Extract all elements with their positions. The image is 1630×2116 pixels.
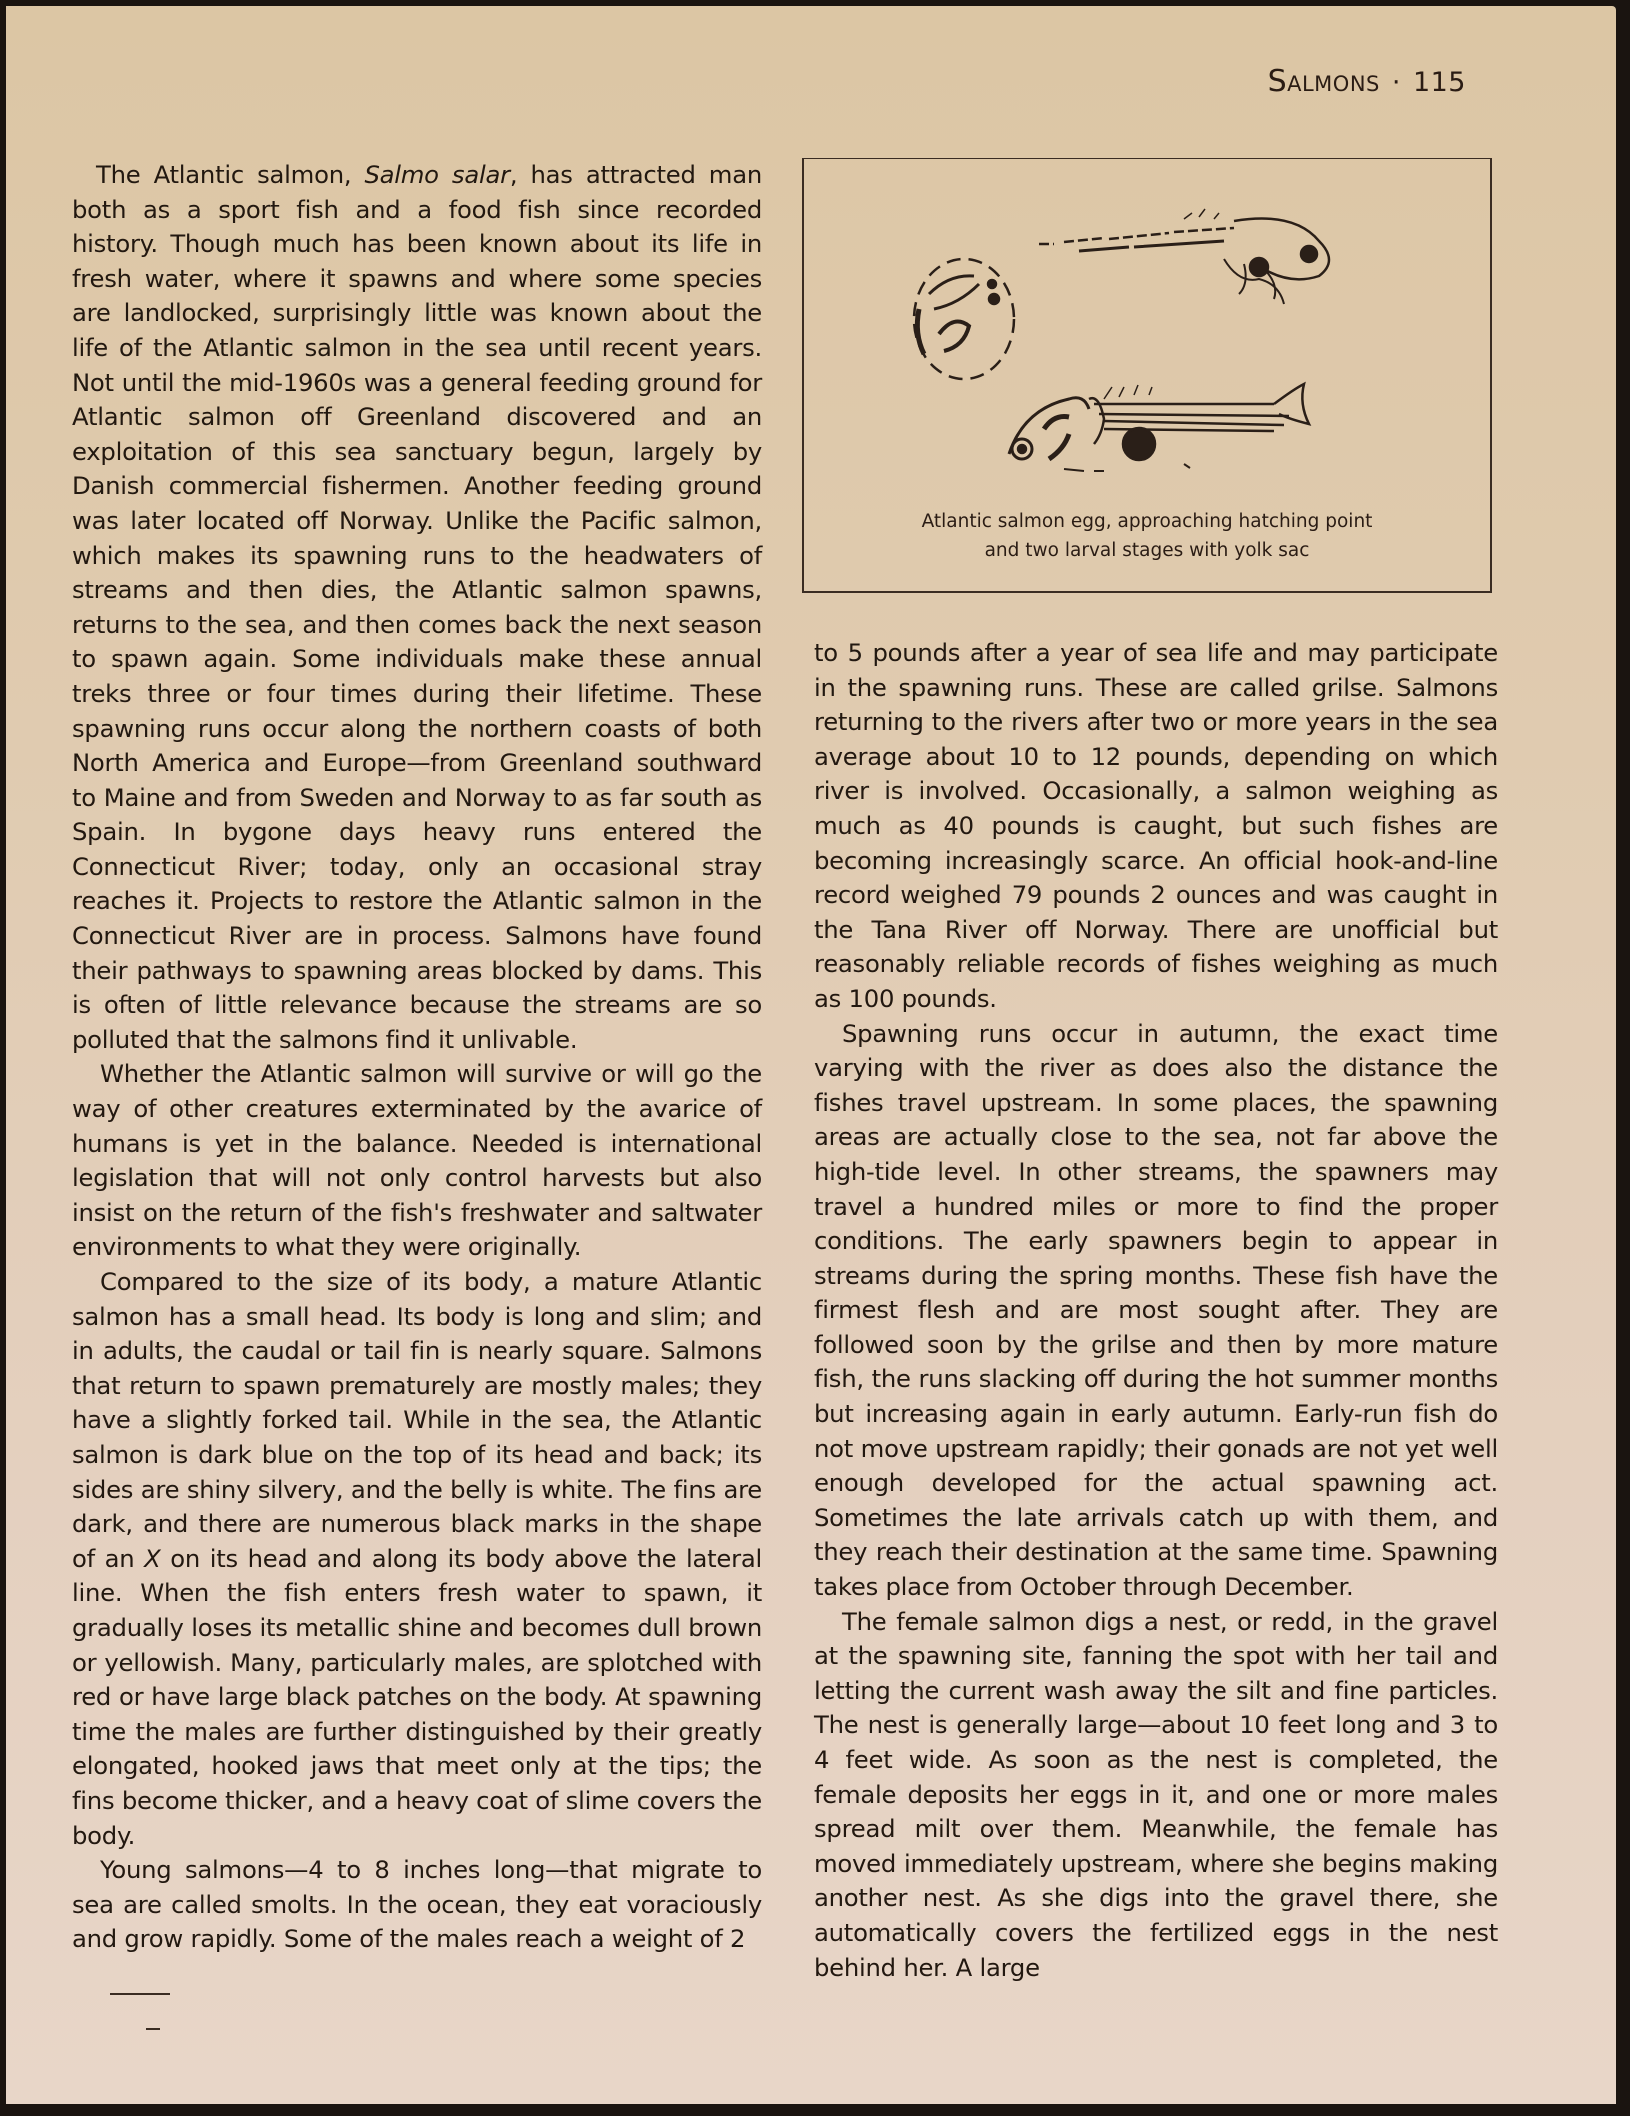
- paragraph-text: on its head and along its body above the lateral line. When the fish enters fresh water to spawn, it gradually loses its metallic shine and becomes dull brown or yellowish. Many, particularly males, are splotched with red or have large black patches on the body. At spawning time the males are further distinguished by their greatly elongated, hooked jaws that meet only at the tips; the fins become thicker, and a heavy coat of slime covers the body.: [72, 1543, 762, 1850]
- right-column: [814, 636, 1498, 1985]
- print-mark: [110, 1993, 170, 1995]
- paragraph: Spawning runs occur in autumn, the exact time varying with the river as does also the distance the fishes travel upstream. In some places, the spawning areas are actually close to the sea, not far above the high-tide level. In other streams, the spawners may travel a hundred miles or more to find the proper conditions. The early spawners begin to appear in streams during the spring months. These fish have the firmest flesh and are most sought after. They are followed soon by the grilse and then by more mature fish, the runs slacking off during the hot summer months but increasing again in early autumn. Early-run fish do not move upstream rapidly; their gonads are not yet well enough developed for the actual spawning act. Sometimes the late arrivals catch up with them, and they reach their destination at the same time. Spawning takes place from October through December.: [814, 1018, 1498, 1602]
- paragraph: [72, 1265, 762, 1853]
- section-title: Salmons: [1267, 64, 1380, 99]
- caption-line: Atlantic salmon egg, approaching hatching point: [921, 511, 1373, 532]
- salmon-egg-illustration: [914, 259, 1014, 379]
- figure-caption: [804, 507, 1490, 565]
- scientific-name: Salmo salar: [364, 160, 510, 189]
- paragraph: Young salmons—4 to 8 inches long—that migrate to sea are called smolts. In the ocean, they eat voraciously and grow rapidly. Some of the males reach a weight of 2: [72, 1855, 762, 1954]
- left-column: [72, 158, 762, 1957]
- header-separator: ·: [1391, 67, 1401, 98]
- paragraph-text: Compared to the size of its body, a mature Atlantic salmon has a small head. Its body is long and slim; and in adults, the caudal or tail fin is nearly square. Salmons that return to spawn prematurely are mostly males; they have a slightly forked tail. While in the sea, the Atlantic salmon is dark blue on the top of its head and back; its sides are shiny silvery, and the belly is white. The fins are dark, and there are numerous black marks in the shape of an: [72, 1267, 762, 1573]
- print-mark: [146, 2028, 160, 2030]
- caption-line: and two larval stages with yolk sac: [984, 540, 1310, 561]
- upper-larva-illustration: [1039, 209, 1329, 304]
- running-head: [1268, 64, 1466, 99]
- paragraph-text: , has attracted man both as a sport fish and a food fish since recorded history. Though much has been known about its life in fresh water, where it spawns and where some species are landlocked, surprisingly little was known about the life of the Atlantic salmon in the sea until recent years. Not until the mid-1960s was a general feeding ground for Atlantic salmon off Greenland discovered and an exploitation of this sea sanctuary begun, largely by Danish commercial fishermen. Another feeding ground was later located off Norway. Unlike the Pacific salmon, which makes its spawning runs to the headwaters of streams and then dies, the Atlantic salmon spawns, returns to the sea, and then comes back the next season to spawn again. Some individuals make these annual treks three or four times during their lifetime. These spawning runs occur along the northern coasts of both North America and Europe—from Greenland southward to Maine and from Sweden and Norway to as far south as Spain. In bygone days heavy runs entered the Connecticut River; today, only an occasional stray reaches it. Projects to restore the Atlantic salmon in the Connecticut River are in process. Salmons have found their pathways to spawning areas blocked by dams. This is often of little relevance because the streams are so polluted that the salmons find it unlivable.: [72, 160, 762, 1054]
- italic-letter: X: [144, 1543, 161, 1573]
- paragraph: The female salmon digs a nest, or redd, in the gravel at the spawning site, fanning the spot with her tail and letting the current wash away the silt and fine particles. The nest is generally large—about 10 feet long and 3 to 4 feet wide. As soon as the nest is completed, the female deposits her eggs in it, and one or more males spread milt over them. Meanwhile, the female has moved immediately upstream, where she begins making another nest. As she digs into the gravel there, she automatically covers the fertilized eggs in the nest behind her. A large: [814, 1606, 1498, 1982]
- book-page: [6, 6, 1616, 2104]
- paragraph: to 5 pounds after a year of sea life and may participate in the spawning runs. These are called grilse. Salmons returning to the rivers after two or more years in the sea average about 10 to 12 pounds, depending on which river is involved. Occasionally, a salmon weighing as much as 40 pounds is caught, but such fishes are becoming increasingly scarce. An official hook-and-line record weighed 79 pounds 2 ounces and was caught in the Tana River off Norway. There are unofficial but reasonably reliable records of fishes weighing as much as 100 pounds.: [814, 638, 1498, 1013]
- paragraph-text: The Atlantic salmon,: [96, 160, 365, 189]
- figure-illustration: [804, 159, 1490, 499]
- figure-box: [802, 158, 1492, 593]
- paragraph: Whether the Atlantic salmon will survive or will go the way of other creatures exterminated by the avarice of humans is yet in the balance. Needed is international legislation that will not only control harvests but also insist on the return of the fish's freshwater and saltwater environments to what they were originally.: [72, 1059, 762, 1262]
- lower-larva-illustration: [1009, 384, 1309, 471]
- paragraph: [72, 158, 762, 1057]
- page-number: 115: [1412, 67, 1466, 98]
